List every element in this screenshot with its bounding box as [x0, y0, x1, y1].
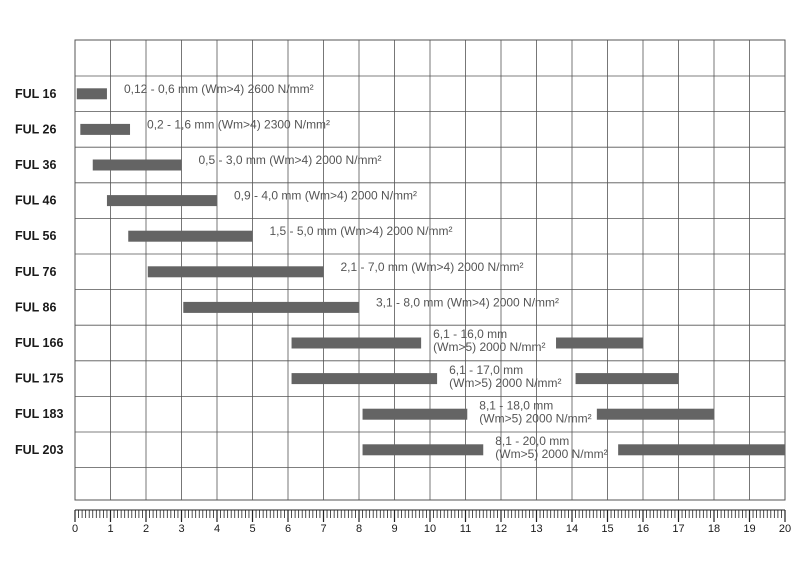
bar-segment [576, 373, 679, 384]
x-tick-label: 0 [71, 523, 79, 535]
range-label-line: (Wm>5) 2000 N/mm² [495, 447, 608, 461]
bar-segment [556, 338, 643, 349]
range-label: 3,1 - 8,0 mm (Wm>4) 2000 N/mm² [376, 295, 560, 310]
bar-segment [618, 444, 785, 455]
bar-segment [107, 195, 217, 206]
bar-segment [597, 409, 714, 420]
x-tick-label: 16 [636, 523, 650, 535]
range-label: 0,2 - 1,6 mm (Wm>4) 2300 N/mm² [147, 117, 331, 132]
bar-segment [148, 266, 324, 277]
bar-segment [292, 373, 438, 384]
x-tick-label: 3 [178, 523, 185, 535]
x-tick-label: 5 [249, 523, 256, 535]
row-label: FUL 26 [15, 122, 57, 137]
x-tick-label: 7 [320, 523, 327, 535]
row-label: FUL 76 [15, 264, 57, 279]
range-label-line: (Wm>5) 2000 N/mm² [433, 340, 546, 355]
x-tick-label: 13 [530, 523, 543, 535]
x-tick-label: 4 [213, 523, 221, 535]
bar-segment [77, 88, 107, 99]
row-label: FUL 56 [15, 229, 57, 244]
range-label-line: 8,1 - 18,0 mm [479, 398, 554, 413]
bar-segment [292, 338, 422, 349]
row-label: FUL 166 [15, 336, 64, 350]
x-tick-label: 12 [494, 523, 508, 535]
x-tick-label: 2 [142, 523, 150, 535]
range-label: 0,12 - 0,6 mm (Wm>4) 2600 N/mm² [123, 81, 314, 96]
x-tick-label: 18 [707, 523, 721, 535]
x-tick-label: 10 [423, 523, 437, 535]
bar-segment [128, 231, 252, 242]
bar-segment [93, 160, 182, 171]
bar-segment [363, 444, 484, 455]
range-label: 1,5 - 5,0 mm (Wm>4) 2000 N/mm² [269, 224, 453, 239]
x-tick-label: 9 [391, 523, 398, 535]
x-tick-label: 1 [107, 523, 114, 535]
range-label: 2,1 - 7,0 mm (Wm>4) 2000 N/mm² [340, 259, 524, 274]
x-tick-label: 8 [355, 523, 363, 535]
row-label: FUL 203 [15, 442, 64, 457]
range-label-line: (Wm>5) 2000 N/mm² [449, 375, 562, 390]
range-label-line: 8,1 - 20,0 mm [495, 434, 570, 448]
bar-segment [363, 409, 468, 420]
range-label: 0,9 - 4,0 mm (Wm>4) 2000 N/mm² [234, 188, 418, 203]
x-tick-label: 6 [284, 523, 292, 535]
row-label: FUL 46 [15, 193, 57, 208]
row-label: FUL 86 [15, 300, 57, 315]
bar-segment [80, 124, 130, 135]
range-label-line: (Wm>5) 2000 N/mm² [479, 411, 592, 426]
row-label: FUL 183 [15, 407, 64, 422]
x-tick-label: 19 [743, 523, 756, 535]
range-label-line: 6,1 - 16,0 mm [433, 327, 508, 342]
x-tick-label: 17 [672, 523, 685, 535]
x-tick-label: 11 [459, 523, 472, 535]
x-tick-label: 15 [601, 523, 614, 535]
row-label: FUL 36 [15, 158, 57, 172]
bar-segment [183, 302, 359, 313]
range-label: 0,5 - 3,0 mm (Wm>4) 2000 N/mm² [198, 153, 382, 167]
range-label-line: 6,1 - 17,0 mm [449, 362, 524, 377]
row-label: FUL 175 [15, 371, 64, 386]
row-label: FUL 16 [15, 86, 57, 101]
x-tick-label: 14 [565, 523, 579, 535]
x-tick-label: 20 [778, 523, 792, 535]
